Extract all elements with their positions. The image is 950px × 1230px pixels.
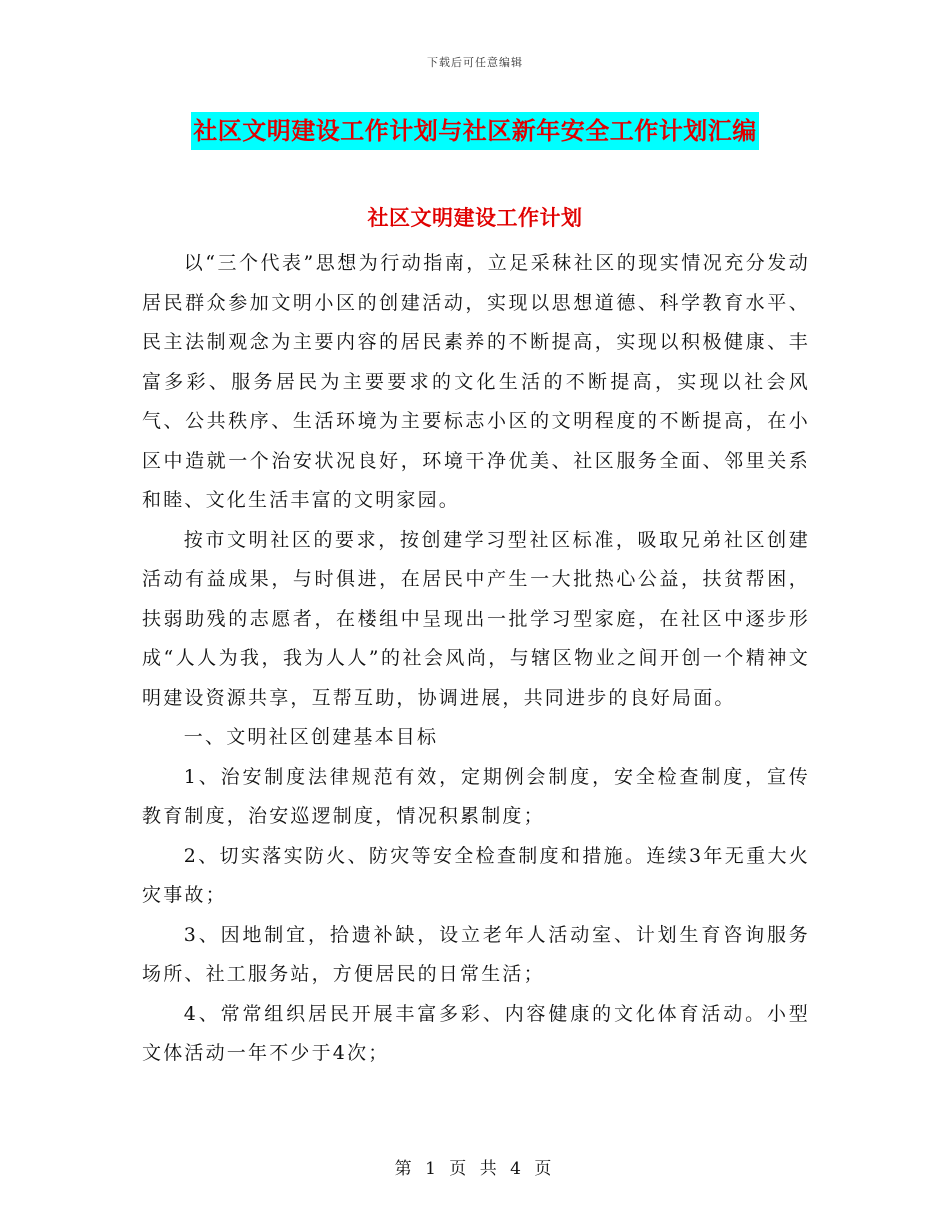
paragraph: 4、常常组织居民开展丰富多彩、内容健康的文化体育活动。小型文体活动一年不少于4次； xyxy=(142,1002,810,1064)
paragraph: 按市文明社区的要求，按创建学习型社区标准，吸取兄弟社区创建活动有益成果，与时俱进，在居民中产生一大批热心公益，扶贫帮困，扶弱助残的志愿者，在楼组中呈现出一批学习型家庭，在社区中逐步形成“人人为我，我为人人”的社会风尚，与辖区物业之间开创一个精神文明建设资源共享，互帮互助，协调进展，共同进步的良好局面。 xyxy=(142,528,810,709)
header-note: 下载后可任意编辑 xyxy=(427,56,523,69)
paragraph: 以“三个代表”思想为行动指南，立足采秣社区的现实情况充分发动居民群众参加文明小区的创建活动，实现以思想道德、科学教育水平、民主法制观念为主要内容的居民素养的不断提高，实现以积极健康、丰富多彩、服务居民为主要要求的文化生活的不断提高，实现以社会风气、公共秩序、生活环境为主要标志小区的文明程度的不断提高，在小区中造就一个治安状况良好，环境干净优美、社区服务全面、邻里关系和睦、文化生活丰富的文明家园。 xyxy=(142,252,810,511)
paragraph: 1、治安制度法律规范有效，定期例会制度，安全检查制度，宣传教育制度，治安巡逻制度，情况积累制度； xyxy=(142,765,810,827)
page-footer: 第 1 页 共 4 页 xyxy=(394,1159,556,1179)
document-title: 社区文明建设工作计划与社区新年安全工作计划汇编 xyxy=(191,112,759,150)
main-title-wrap xyxy=(0,112,950,150)
section-title: 社区文明建设工作计划 xyxy=(367,205,583,230)
paragraph: 一、文明社区创建基本目标 xyxy=(183,726,439,748)
paragraph: 2、切实落实防火、防灾等安全检查制度和措施。连续3年无重大火灾事故； xyxy=(142,844,810,906)
body-text xyxy=(142,244,810,1074)
paragraph: 3、因地制宜，拾遗补缺，设立老年人活动室、计划生育咨询服务场所、社工服务站，方便居民的日常生活； xyxy=(142,923,810,985)
